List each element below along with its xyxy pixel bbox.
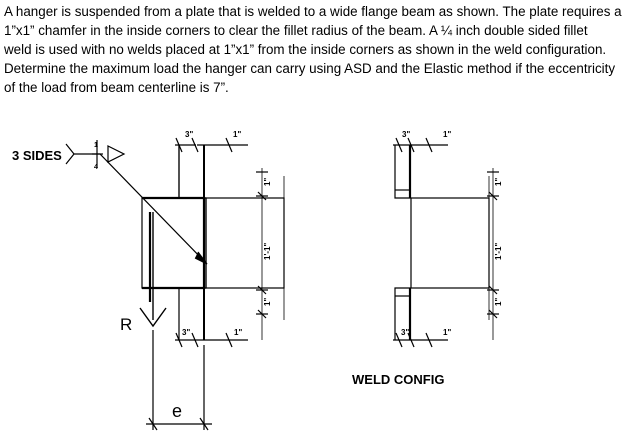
- dim-3in-left-bottom: 3": [182, 328, 191, 337]
- weld-note-label: 3 SIDES: [12, 148, 62, 163]
- dim-1in-right-upper-v: 1": [494, 177, 503, 186]
- problem-line-1: A hanger is suspended from a plate that is welded to a wide flange beam as shown. The plate requires a: [4, 4, 622, 19]
- dim-1in-right-lower-v: 1": [494, 297, 503, 306]
- dim-1in-left-lower-v: 1": [263, 297, 272, 306]
- weld-config-view: [393, 138, 499, 347]
- weld-size-denominator: 4: [94, 164, 98, 171]
- dim-height-left: 1'-1": [263, 242, 272, 260]
- dim-1in-right-top: 1": [443, 130, 452, 139]
- beam-web: [206, 198, 284, 288]
- dim-height-right: 1'-1": [494, 242, 503, 260]
- beam-upper-flange-left: [179, 145, 206, 198]
- problem-line-2: 1”x1” chamfer in the inside corners to clear the fillet radius of the beam. A ¼ inch double sided fillet: [4, 23, 588, 38]
- weld-size-numerator: 1: [94, 142, 98, 149]
- problem-line-5: of the load from beam centerline is 7”.: [4, 80, 229, 95]
- weld-config-label: WELD CONFIG: [352, 372, 445, 387]
- weld-reference-flag: [108, 146, 124, 162]
- all-around-bracket: [66, 144, 74, 164]
- dim-3in-right-top: 3": [402, 130, 411, 139]
- dim-1in-left-bottom: 1": [234, 328, 243, 337]
- dim-1in-right-bottom: 1": [443, 328, 452, 337]
- hanger-plate: [142, 198, 206, 288]
- left-elevation: [66, 138, 284, 430]
- eccentricity-label: e: [172, 401, 183, 421]
- problem-line-4: Determine the maximum load the hanger can carry using ASD and the Elastic method if the eccentricity: [4, 61, 616, 76]
- dim-3in-right-bottom: 3": [401, 328, 410, 337]
- dim-1in-left-upper-v: 1": [263, 177, 272, 186]
- load-label: R: [120, 315, 133, 334]
- dim-1in-left-top: 1": [233, 130, 242, 139]
- dim-3in-left-top: 3": [185, 130, 194, 139]
- hanger-plate-weld: [142, 198, 204, 288]
- problem-line-3: weld is used with no welds placed at 1”x1” from the inside corners as shown in the weld configuration.: [4, 42, 607, 57]
